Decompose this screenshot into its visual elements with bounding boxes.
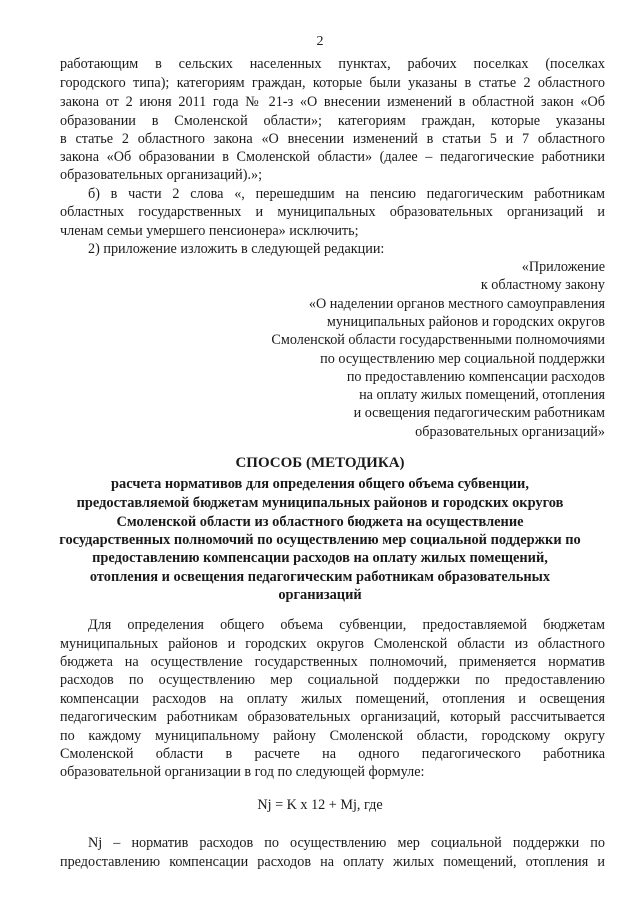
body-line: Смоленской области в расчете на одного педагогического работника <box>60 746 605 762</box>
body-line: образовательной организации в год по следующей формуле: <box>60 764 425 780</box>
item-2-line: 2) приложение изложить в следующей редакции: <box>88 241 385 257</box>
body-line: по каждому муниципальному району Смоленской области, городскому округу <box>60 728 605 744</box>
text-line: работающим в сельских населенных пунктах, рабочих поселках (поселках <box>60 56 605 72</box>
body-line: Для определения общего объема субвенции, предоставляемой бюджетам <box>88 617 605 633</box>
page-number: 2 <box>316 34 324 49</box>
subtitle-line: государственных полномочий по осуществлению мер социальной поддержки по <box>59 532 581 548</box>
text-line: городского типа); категориям граждан, которые были указаны в статье 2 областного <box>60 75 605 91</box>
appendix-header-line: образовательных организаций» <box>415 424 605 440</box>
subtitle-line: организаций <box>278 587 362 603</box>
body-line: расходов по осуществлению мер социальной поддержки по предоставлению <box>60 672 605 688</box>
text-line: закона от 2 июня 2011 года № 21-з «О внесении изменений в областной закон «Об <box>60 94 605 110</box>
appendix-header-line: на оплату жилых помещений, отопления <box>359 387 605 403</box>
definition-line: предоставлению компенсации расходов на оплату жилых помещений, отопления и <box>60 854 605 870</box>
appendix-header-line: и освещения педагогическим работникам <box>353 405 605 421</box>
subtitle-line: Смоленской области из областного бюджета на осуществление <box>116 514 524 530</box>
document-title: СПОСОБ (МЕТОДИКА) <box>235 455 405 471</box>
appendix-header-line: по осуществлению мер социальной поддержки <box>320 351 605 367</box>
text-line: образовании в Смоленской области»; категориям граждан, которые указаны <box>60 113 605 129</box>
appendix-header-line: муниципальных районов и городских округов <box>326 314 605 330</box>
appendix-header-line: «Приложение <box>521 259 605 275</box>
subtitle-line: отопления и освещения педагогическим работникам образовательных <box>89 569 551 585</box>
appendix-header-line: «О наделении органов местного самоуправления <box>308 296 605 312</box>
appendix-header-line: к областному закону <box>480 277 605 293</box>
text-line: в статье 2 областного закона «О внесении изменений в статьи 5 и 7 областного <box>60 131 605 147</box>
text-line: закона «Об образовании в Смоленской области» (далее – педагогические работники <box>60 149 605 165</box>
subtitle-line: расчета нормативов для определения общего объема субвенции, <box>111 476 529 492</box>
item-b-line: б) в части 2 слова «, перешедшим на пенсию педагогическим работникам <box>88 186 605 202</box>
appendix-header-line: Смоленской области государственными полномочиями <box>271 332 605 348</box>
formula: Nj = K x 12 + Mj, где <box>257 797 383 813</box>
subtitle-line: предоставлению компенсации расходов на оплату жилых помещений, <box>92 550 548 566</box>
body-line: бюджета на осуществление государственных полномочий, применяется норматив <box>60 654 605 670</box>
item-b-line: членам семьи умершего пенсионера» исключить; <box>60 223 359 239</box>
appendix-header-line: по предоставлению компенсации расходов <box>346 369 605 385</box>
subtitle-line: предоставляемой бюджетам муниципальных районов и городских округов <box>76 495 564 511</box>
item-b-line: областных государственных и муниципальных образовательных организаций и <box>60 204 605 220</box>
body-line: компенсации расходов на оплату жилых помещений, отопления и освещения <box>60 691 605 707</box>
body-line: муниципальных районов и городских округов Смоленской области из областного <box>60 636 605 652</box>
text-line: образовательных организаций).»; <box>60 167 263 183</box>
body-line: педагогическим работникам образовательных организаций, который рассчитывается <box>60 709 605 725</box>
definition-line: Nj – норматив расходов по осуществлению мер социальной поддержки по <box>88 835 605 851</box>
